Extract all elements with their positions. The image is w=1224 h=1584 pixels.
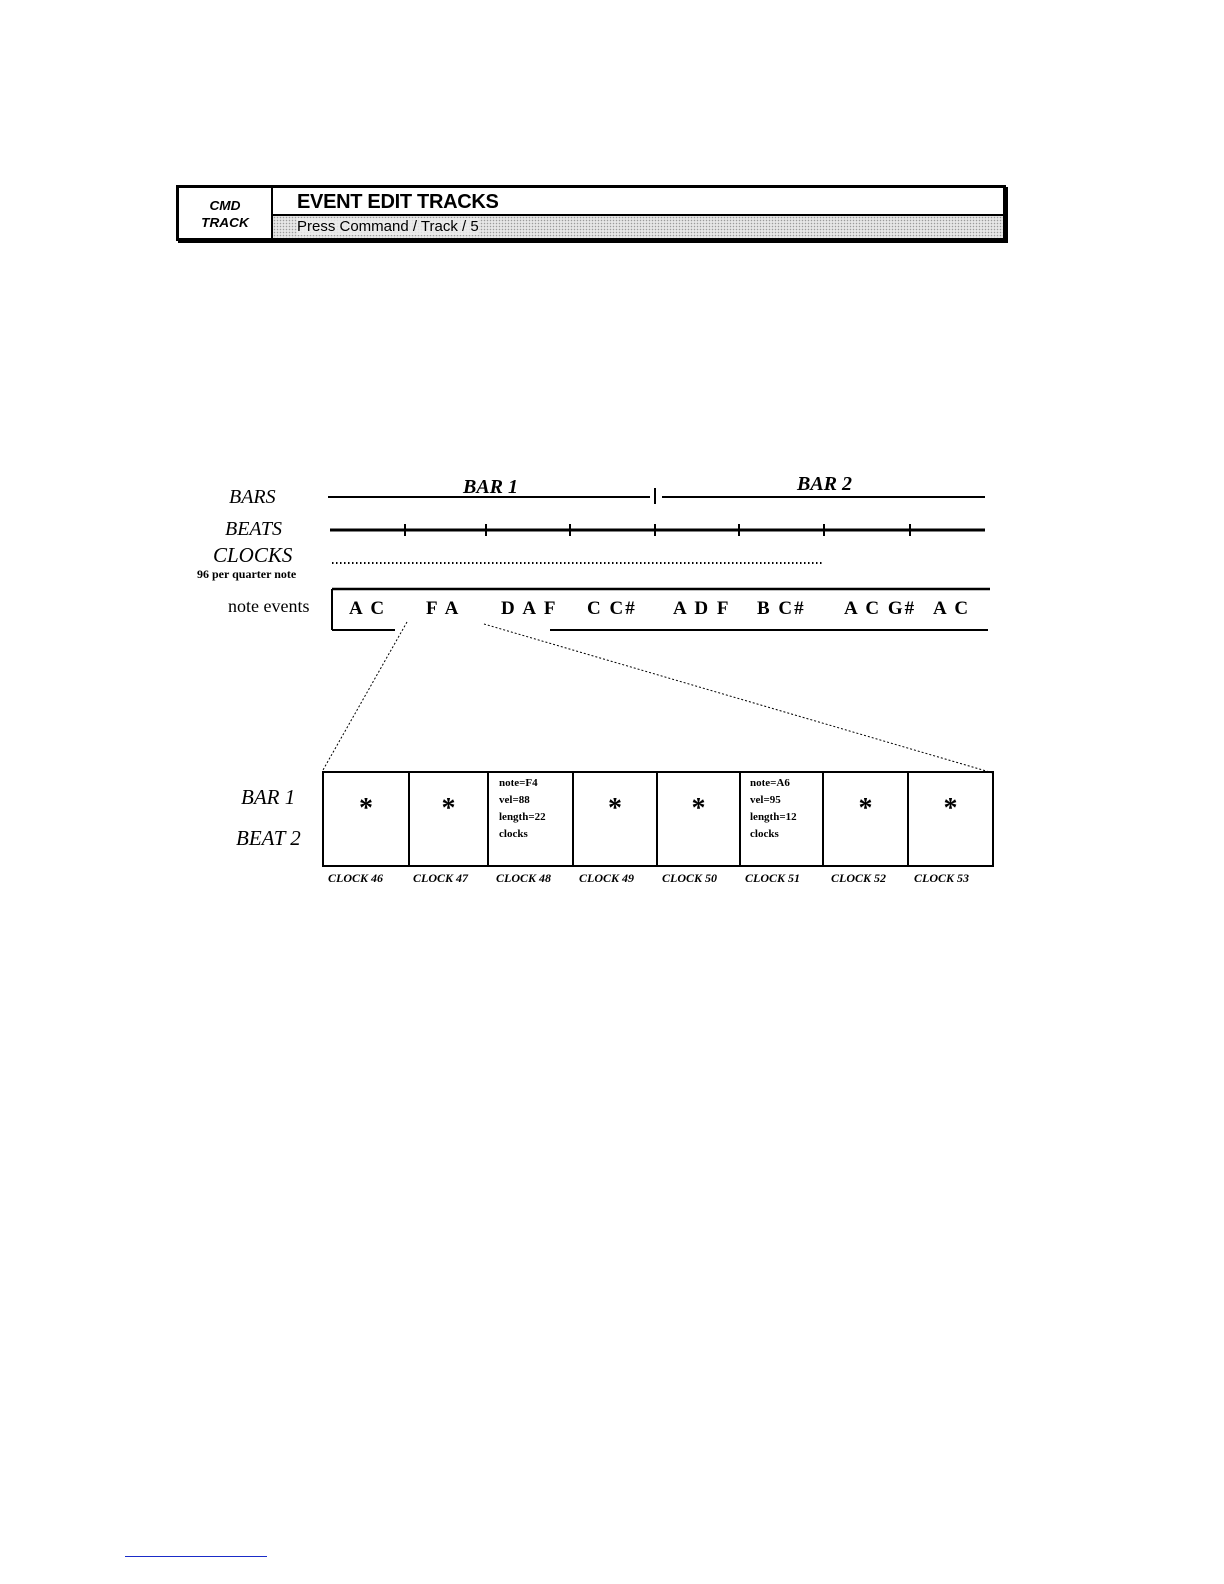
- empty-clock-marker: *: [608, 793, 622, 824]
- length-unit: clocks: [499, 828, 528, 840]
- cmd-label: CMD: [209, 198, 241, 213]
- note-event: A C: [933, 598, 971, 619]
- detail-beat-label: BEAT 2: [236, 826, 301, 850]
- note-value: note=F4: [499, 777, 538, 789]
- note-event: B C#: [757, 598, 806, 619]
- clocks-label: CLOCKS: [213, 543, 293, 567]
- detail-bar-label: BAR 1: [241, 785, 296, 809]
- clock-label: CLOCK 47: [413, 871, 469, 885]
- bars-label: BARS: [229, 486, 276, 508]
- zoom-line-right: [484, 624, 993, 773]
- note-event: F A: [426, 598, 461, 619]
- empty-clock-marker: *: [858, 793, 873, 824]
- empty-clock-marker: *: [441, 793, 456, 824]
- clocks-sub-label: 96 per quarter note: [197, 567, 297, 581]
- length-value: length=12: [750, 811, 797, 823]
- note-event-detail-f4: [499, 775, 546, 843]
- page-title: EVENT EDIT TRACKS: [273, 188, 1003, 216]
- velocity-value: vel=88: [499, 794, 530, 806]
- footnote-rule: [125, 1556, 267, 1557]
- empty-clock-marker: *: [691, 793, 706, 824]
- beats-label: BEATS: [225, 518, 283, 540]
- bar2-label: BAR 2: [797, 473, 853, 495]
- note-events-label: note events: [228, 596, 310, 616]
- length-unit: clocks: [750, 828, 779, 840]
- command-path-text: Press Command / Track / 5: [297, 218, 479, 235]
- note-event-detail-a6: [750, 775, 797, 843]
- clock-label: CLOCK 46: [328, 871, 384, 885]
- zoom-line-left: [323, 622, 407, 770]
- clock-label: CLOCK 51: [745, 871, 801, 885]
- track-label: TRACK: [201, 215, 249, 230]
- note-event: A C: [349, 598, 387, 619]
- velocity-value: vel=95: [750, 794, 781, 806]
- clock-label: CLOCK 50: [662, 871, 718, 885]
- note-event: C C#: [587, 598, 637, 619]
- note-event: A C G#: [844, 598, 917, 619]
- empty-clock-marker: *: [359, 793, 373, 824]
- bar1-label: BAR 1: [463, 476, 519, 498]
- clock-label: CLOCK 49: [579, 871, 635, 885]
- length-value: length=22: [499, 811, 546, 823]
- clock-label: CLOCK 48: [496, 871, 552, 885]
- clock-label: CLOCK 53: [914, 871, 970, 885]
- note-event: A D F: [673, 598, 731, 619]
- clock-label: CLOCK 52: [831, 871, 887, 885]
- note-event: D A F: [501, 598, 558, 619]
- empty-clock-marker: *: [943, 793, 958, 824]
- note-value: note=A6: [750, 777, 790, 789]
